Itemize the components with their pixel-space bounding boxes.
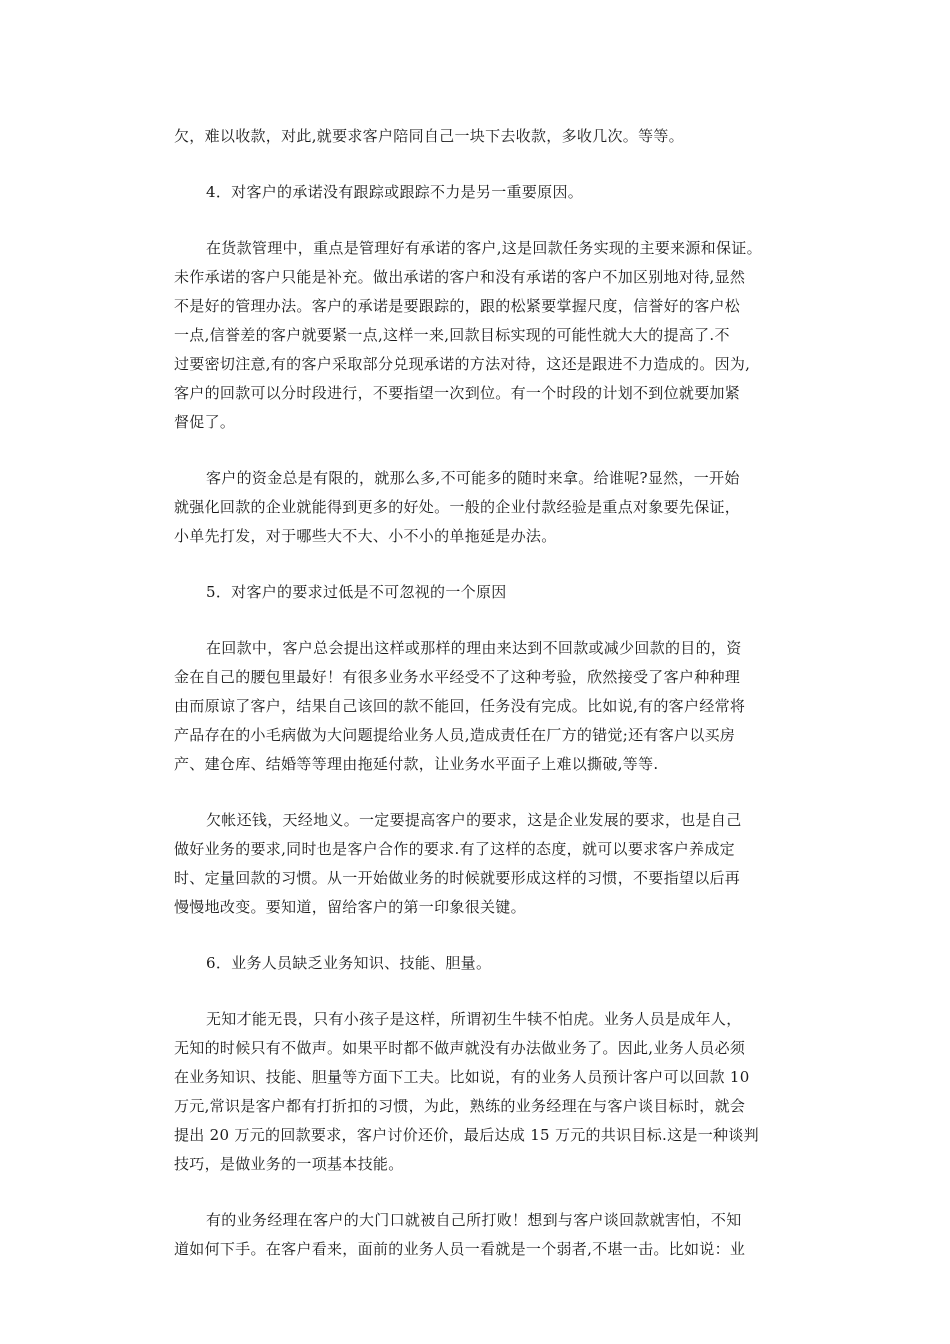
text-line: 时、定量回款的习惯。从一开始做业务的时候就要形成这样的习惯，不要指望以后再 <box>174 869 741 887</box>
text-line: 未作承诺的客户只能是补充。做出承诺的客户和没有承诺的客户不加区别地对待,显然 <box>174 268 746 286</box>
text-line: 在货款管理中，重点是管理好有承诺的客户,这是回款任务实现的主要来源和保证。 <box>206 239 762 257</box>
section-heading <box>174 178 814 207</box>
text-line: 无知的时候只有不做声。如果平时都不做声就没有办法做业务了。因此,业务人员必须 <box>174 1039 746 1057</box>
text-line: 不是好的管理办法。客户的承诺是要跟踪的，跟的松紧要掌握尺度，信誉好的客户松 <box>174 297 741 315</box>
text-line: 在回款中，客户总会提出这样或那样的理由来达到不回款或减少回款的目的，资 <box>206 639 742 657</box>
heading-text: 6．业务人员缺乏业务知识、技能、胆量。 <box>206 954 492 972</box>
paragraph <box>174 122 814 151</box>
text-line: 有的业务经理在客户的大门口就被自己所打败！想到与客户谈回款就害怕，不知 <box>206 1211 742 1229</box>
text-line: 客户的资金总是有限的，就那么多,不可能多的随时来拿。给谁呢?显然，一开始 <box>206 469 740 487</box>
text-line: 无知才能无畏，只有小孩子是这样，所谓初生牛犊不怕虎。业务人员是成年人， <box>206 1010 742 1028</box>
text-line: 万元,常识是客户都有打折扣的习惯，为此，熟练的业务经理在与客户谈目标时，就会 <box>174 1097 746 1115</box>
text-line: 做好业务的要求,同时也是客户合作的要求.有了这样的态度，就可以要求客户养成定 <box>174 840 735 858</box>
section-heading <box>174 949 814 978</box>
paragraph <box>174 1206 814 1264</box>
text-line: 在业务知识、技能、胆量等方面下工夫。比如说，有的业务人员预计客户可以回款 10 <box>174 1068 750 1086</box>
heading-text: 4．对客户的承诺没有跟踪或跟踪不力是另一重要原因。 <box>206 183 584 201</box>
text-line: 一点,信誉差的客户就要紧一点,这样一来,回款目标实现的可能性就大大的提高了.不 <box>174 326 730 344</box>
text-line: 金在自己的腰包里最好！有很多业务水平经受不了这种考验，欣然接受了客户种种理 <box>174 668 741 686</box>
text-line: 客户的回款可以分时段进行，不要指望一次到位。有一个时段的计划不到位就要加紧 <box>174 384 741 402</box>
text-line: 产品存在的小毛病做为大问题提给业务人员,造成责任在厂方的错觉;还有客户以买房 <box>174 726 736 744</box>
paragraph <box>174 234 814 437</box>
text-line: 欠帐还钱，天经地义。一定要提高客户的要求，这是企业发展的要求，也是自己 <box>206 811 742 829</box>
text-line: 小单先打发，对于哪些大不大、小不小的单拖延是办法。 <box>174 527 557 545</box>
paragraph <box>174 806 814 922</box>
section-heading <box>174 578 814 607</box>
paragraph <box>174 634 814 779</box>
text-line: 由而原谅了客户，结果自己该回的款不能回，任务没有完成。比如说,有的客户经常将 <box>174 697 746 715</box>
text-line: 道如何下手。在客户看来，面前的业务人员一看就是一个弱者,不堪一击。比如说：业 <box>174 1240 746 1258</box>
text-line: 欠，难以收款，对此,就要求客户陪同自己一块下去收款，多收几次。等等。 <box>174 127 684 145</box>
paragraph <box>174 1005 814 1179</box>
document-body <box>174 122 814 1264</box>
text-line: 慢慢地改变。要知道，留给客户的第一印象很关键。 <box>174 898 526 916</box>
text-line: 过要密切注意,有的客户采取部分兑现承诺的方法对待，这还是跟进不力造成的。因为, <box>174 355 751 373</box>
heading-text: 5．对客户的要求过低是不可忽视的一个原因 <box>206 583 507 601</box>
text-line: 提出 20 万元的回款要求，客户讨价还价，最后达成 15 万元的共识目标.这是一种谈判 <box>174 1126 759 1144</box>
paragraph <box>174 464 814 551</box>
text-line: 产、建仓库、结婚等等理由拖延付款，让业务水平面子上难以撕破,等等. <box>174 755 659 773</box>
text-line: 督促了。 <box>174 413 236 431</box>
text-line: 技巧，是做业务的一项基本技能。 <box>174 1155 404 1173</box>
text-line: 就强化回款的企业就能得到更多的好处。一般的企业付款经验是重点对象要先保证， <box>174 498 741 516</box>
